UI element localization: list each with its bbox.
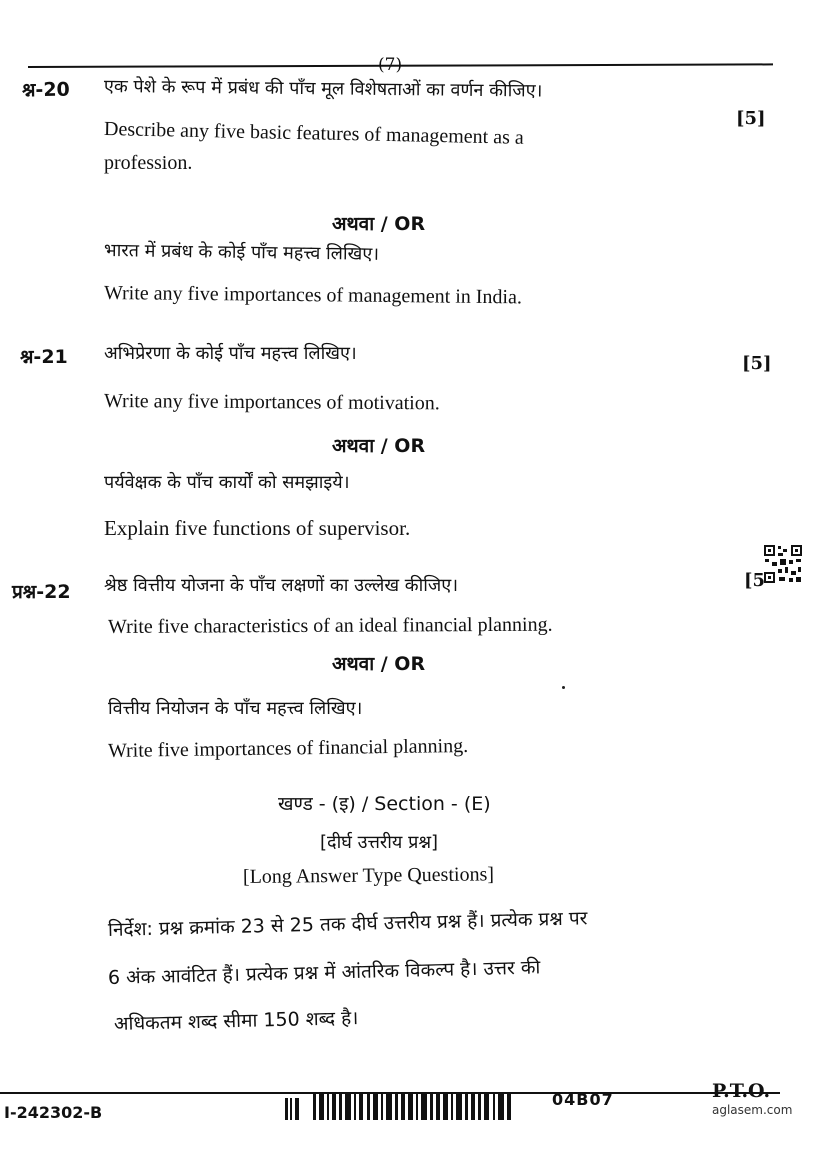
section-title: खण्ड - (इ) / Section - (E) bbox=[278, 793, 491, 815]
q21-alt-english: Explain five functions of supervisor. bbox=[104, 516, 411, 540]
q22-alt-english: Write five importances of financial planning. bbox=[107, 734, 469, 762]
q22-or: अथवा / OR bbox=[332, 653, 426, 675]
pto-label: P.T.O. bbox=[712, 1080, 771, 1102]
q22-marks: [5 bbox=[744, 570, 766, 591]
q20-english-line2: profession. bbox=[104, 152, 193, 174]
q20-english-line1: Describe any five basic features of management as a bbox=[103, 118, 524, 149]
q21-english: Write any five importances of motivation. bbox=[103, 390, 440, 415]
speck bbox=[562, 686, 565, 689]
q21-hindi: अभिप्रेरणा के कोई पाँच महत्त्व लिखिए। bbox=[104, 343, 357, 364]
q22-label: प्रश्न-22 bbox=[12, 581, 71, 603]
q21-label: श्न-21 bbox=[20, 346, 68, 368]
q20-marks: [5] bbox=[736, 108, 766, 129]
footer-paper-id: I-242302-B bbox=[4, 1103, 103, 1122]
q20-alt-english: Write any five importances of management in India. bbox=[103, 282, 523, 309]
q20-alt-hindi: भारत में प्रबंध के कोई पाँच महत्त्व लिखिए। bbox=[103, 240, 380, 265]
instruction-line3: अधिकतम शब्द सीमा 150 शब्द है। bbox=[113, 1007, 359, 1035]
instruction-line1: निर्देश: प्रश्न क्रमांक 23 से 25 तक दीर्घ उत्तरीय प्रश्न हैं। प्रत्येक प्रश्न पर bbox=[107, 907, 588, 941]
q20-label: श्न-20 bbox=[21, 78, 70, 102]
q22-english: Write five characteristics of an ideal financial planning. bbox=[107, 613, 553, 638]
instruction-line2: 6 अंक आवंटित हैं। प्रत्येक प्रश्न में आंतरिक विकल्प है। उत्तर की bbox=[107, 956, 541, 989]
q20-hindi: एक पेशे के रूप में प्रबंध की पाँच मूल विशेषताओं का वर्णन कीजिए। bbox=[103, 76, 543, 102]
q21-alt-hindi: पर्यवेक्षक के पाँच कार्यों को समझाइये। bbox=[104, 472, 350, 493]
section-hindi-type: [दीर्घ उत्तरीय प्रश्न] bbox=[320, 832, 439, 853]
q22-hindi: श्रेष्ठ वित्तीय योजना के पाँच लक्षणों का उल्लेख कीजिए। bbox=[104, 575, 459, 596]
q21-or: अथवा / OR bbox=[332, 435, 426, 457]
watermark: aglasem.com bbox=[712, 1103, 793, 1117]
barcode-icon bbox=[285, 1094, 515, 1120]
q21-marks: [5] bbox=[742, 353, 772, 374]
footer-paper-code: 04B07 bbox=[552, 1090, 614, 1109]
qr-code-icon bbox=[764, 545, 802, 583]
q20-or: अथवा / OR bbox=[332, 213, 426, 235]
section-english-type: [Long Answer Type Questions] bbox=[242, 863, 495, 888]
page-number: (7) bbox=[378, 55, 403, 75]
q22-alt-hindi: वित्तीय नियोजन के पाँच महत्त्व लिखिए। bbox=[108, 698, 363, 719]
